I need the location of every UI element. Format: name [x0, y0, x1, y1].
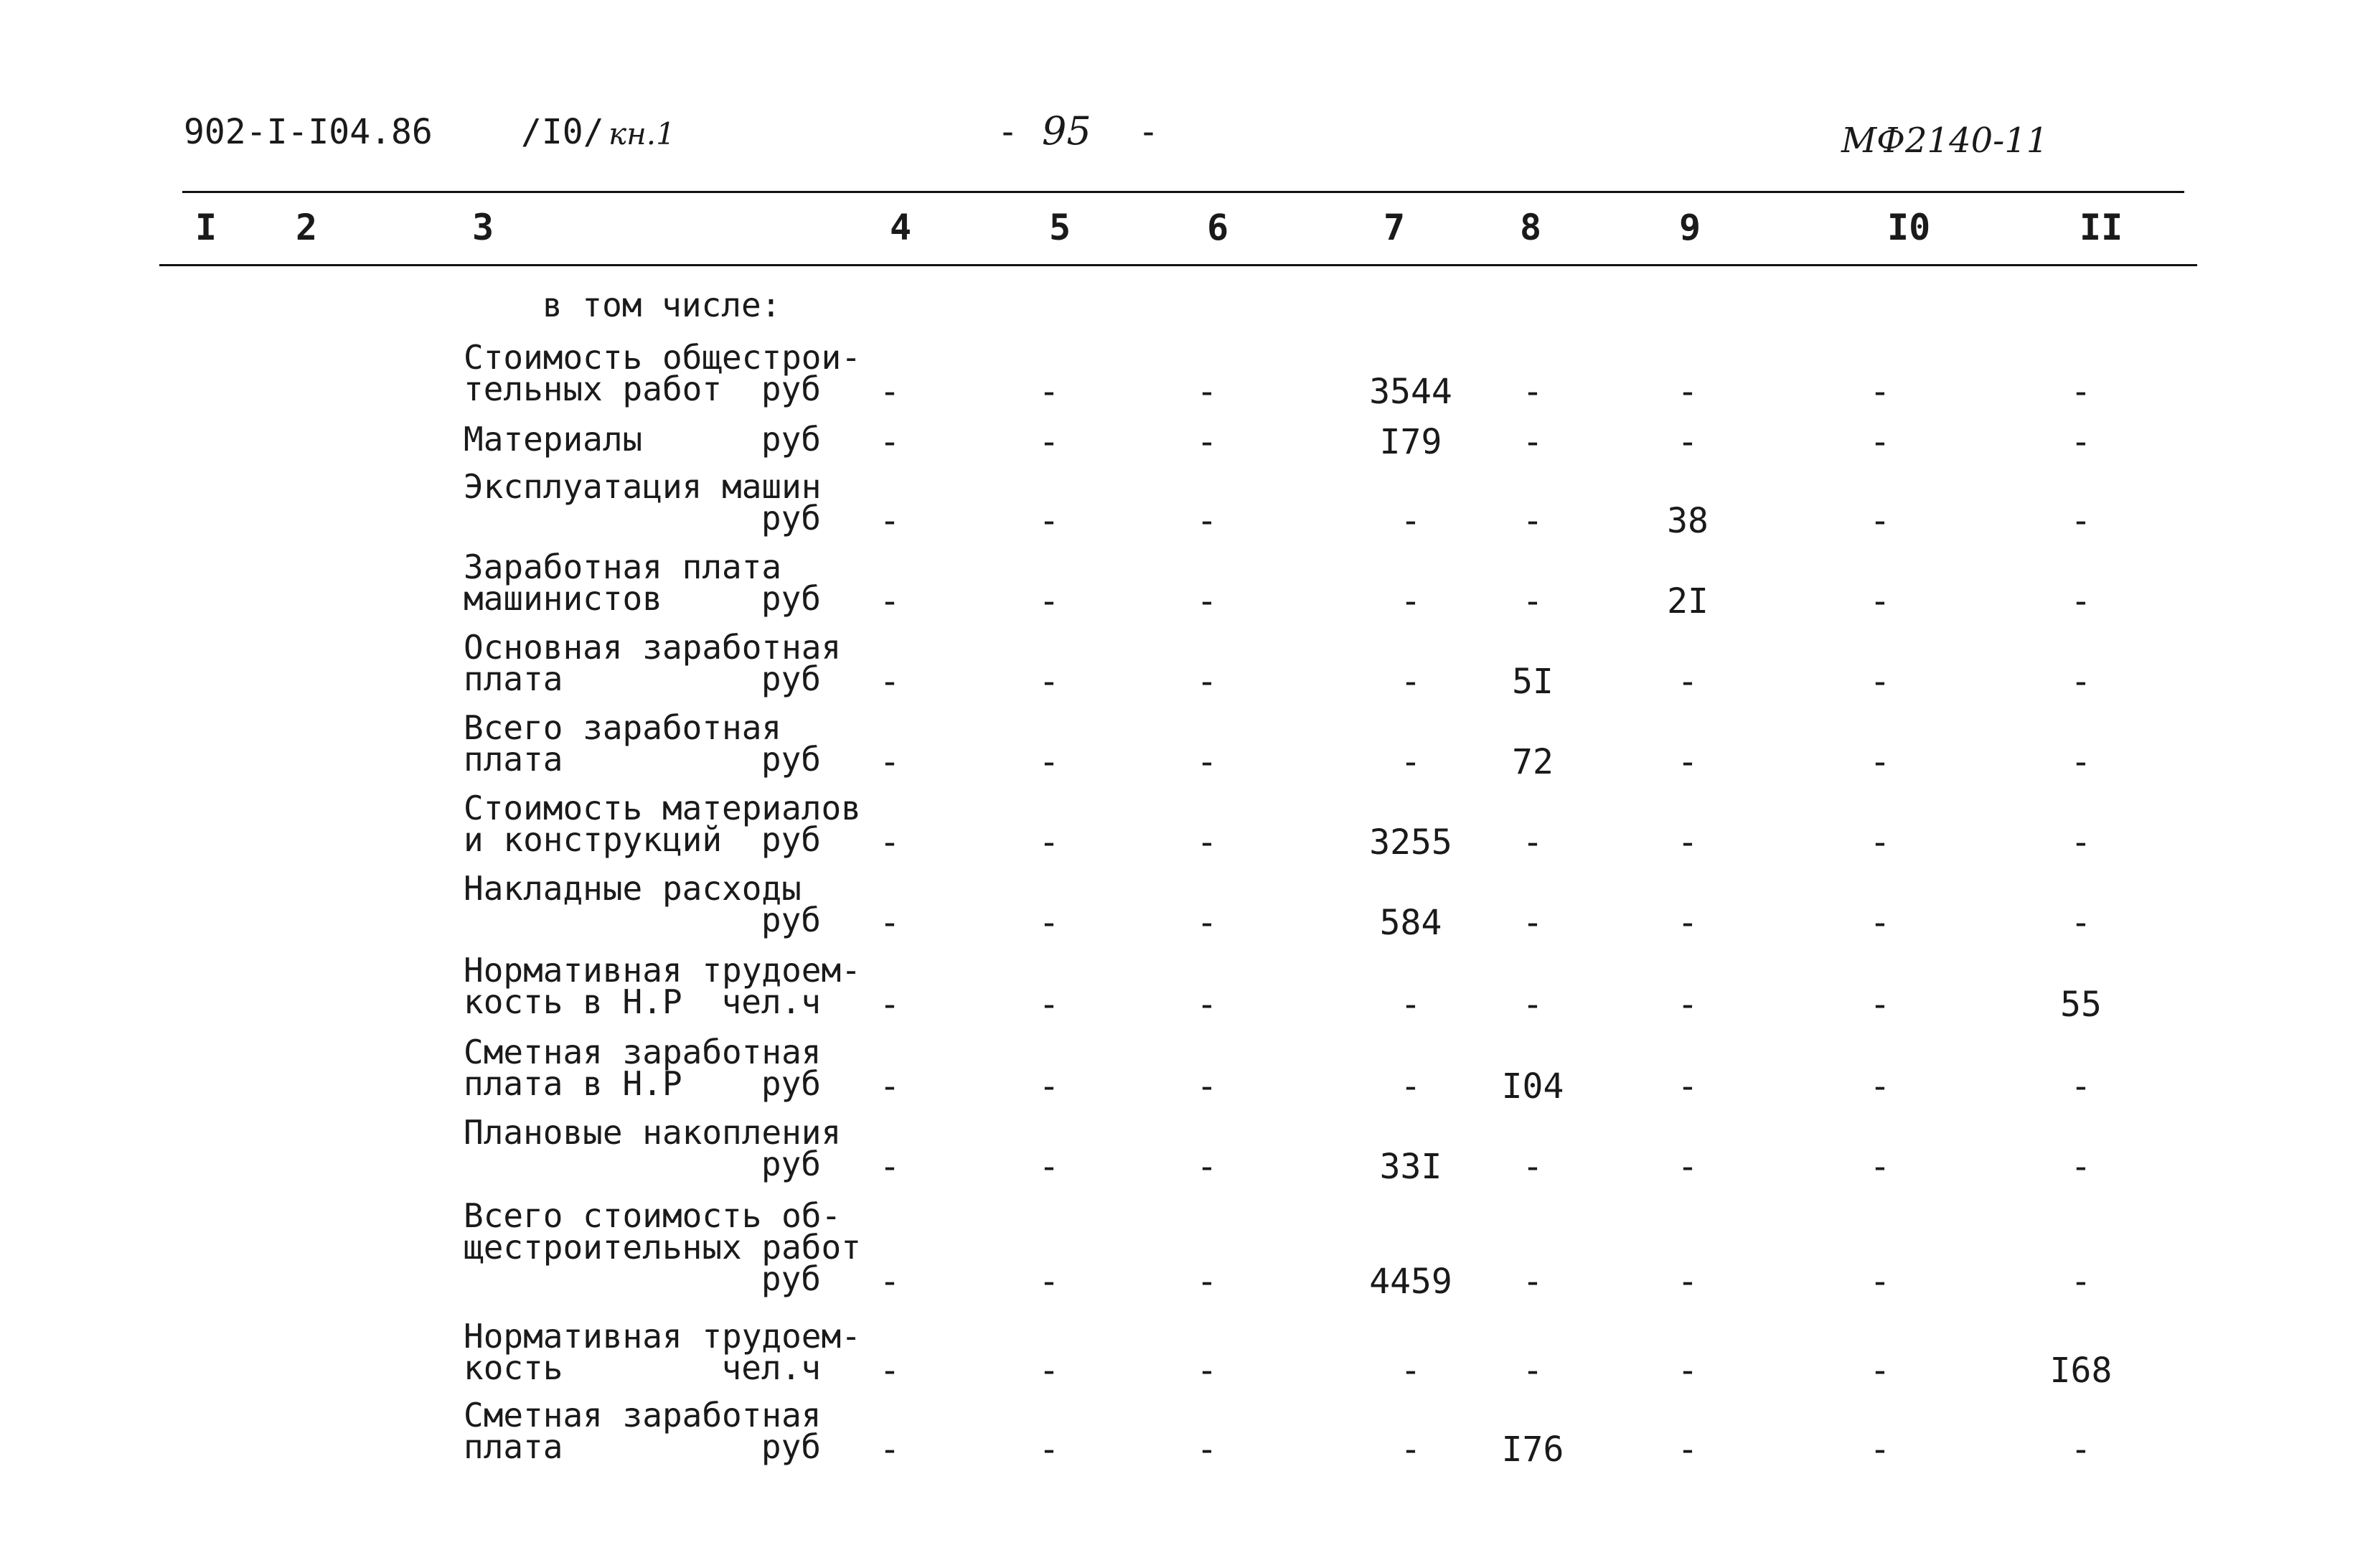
- cell-col-6: -: [1196, 581, 1218, 621]
- table-header-rule: [159, 264, 2197, 266]
- cell-col-11: -: [2070, 662, 2092, 702]
- cell-col-10: -: [1869, 422, 1891, 462]
- cell-col-11: -: [2070, 422, 2092, 462]
- cell-col-4: -: [879, 422, 901, 462]
- cell-col-10: -: [1869, 1262, 1891, 1302]
- cell-col-9: -: [1677, 903, 1698, 943]
- cell-col-6: -: [1196, 1262, 1218, 1302]
- row-unit: руб: [761, 370, 821, 408]
- row-label: [464, 467, 865, 537]
- row-label-line: Стоимость общестрои-: [464, 338, 861, 377]
- cell-col-7: 33I: [1379, 1147, 1442, 1187]
- column-number-1: I: [195, 207, 217, 248]
- row-label: [464, 1033, 865, 1103]
- archive-stamp: МФ2140-11: [1841, 121, 2049, 161]
- document-number: 902-I-I04.86: [184, 112, 433, 152]
- cell-col-5: -: [1038, 903, 1060, 943]
- row-label-line: плата: [464, 740, 563, 779]
- cell-col-10: -: [1869, 1147, 1891, 1187]
- row-label-line: кость в Н.Р: [464, 982, 682, 1021]
- row-label: [464, 708, 865, 779]
- cell-col-11: -: [2070, 1429, 2092, 1470]
- cell-col-8: -: [1522, 985, 1543, 1025]
- column-number-8: 8: [1520, 207, 1542, 248]
- row-label: [464, 789, 865, 859]
- cell-col-10: -: [1869, 985, 1891, 1025]
- cell-col-6: -: [1196, 372, 1218, 412]
- cell-col-10: -: [1869, 903, 1891, 943]
- cell-col-4: -: [879, 985, 901, 1025]
- cell-col-10: -: [1869, 1429, 1891, 1470]
- cell-col-6: -: [1196, 1066, 1218, 1107]
- cell-col-7: -: [1400, 1351, 1422, 1391]
- cell-col-8: -: [1522, 903, 1543, 943]
- cell-col-5: -: [1038, 422, 1060, 462]
- row-label: [464, 338, 865, 408]
- row-label-line: кость: [464, 1348, 563, 1387]
- cell-col-7: 3544: [1369, 372, 1452, 412]
- row-label-line: Стоимость материалов: [464, 789, 861, 827]
- row-label-line: Сметная заработная: [464, 1396, 822, 1435]
- cell-col-8: -: [1522, 1262, 1543, 1302]
- cell-col-8: -: [1522, 422, 1543, 462]
- cell-col-7: -: [1400, 501, 1422, 541]
- row-label-line: Плановые накопления: [464, 1113, 842, 1152]
- row-unit: чел.ч: [721, 1348, 821, 1387]
- cell-col-9: -: [1677, 372, 1698, 412]
- row-label: [464, 1196, 865, 1298]
- row-label: [464, 548, 865, 618]
- row-unit: руб: [761, 1145, 821, 1183]
- row-label: [464, 1396, 865, 1466]
- cell-col-4: -: [879, 1429, 901, 1470]
- row-label: [464, 1317, 865, 1387]
- cell-col-9: -: [1677, 662, 1698, 702]
- row-label-line: Материалы: [464, 420, 643, 459]
- page-number-dash-left: -: [997, 112, 1018, 152]
- column-number-7: 7: [1383, 207, 1406, 248]
- row-label: [464, 869, 865, 939]
- cell-col-11: -: [2070, 742, 2092, 782]
- cell-col-4: -: [879, 742, 901, 782]
- row-label-line: Заработная плата: [464, 548, 782, 586]
- row-label-line: Эксплуатация машин: [464, 467, 822, 506]
- column-number-6: 6: [1207, 207, 1229, 248]
- cell-col-5: -: [1038, 1066, 1060, 1107]
- row-unit: руб: [761, 659, 821, 698]
- cell-col-4: -: [879, 501, 901, 541]
- cell-col-8: I76: [1501, 1429, 1564, 1470]
- row-label-line: Сметная заработная: [464, 1033, 822, 1071]
- cell-col-4: -: [879, 1262, 901, 1302]
- column-number-9: 9: [1679, 207, 1701, 248]
- cell-col-5: -: [1038, 1429, 1060, 1470]
- row-unit: руб: [761, 579, 821, 618]
- cell-col-10: -: [1869, 822, 1891, 863]
- row-label-line: плата: [464, 659, 563, 698]
- cell-col-10: -: [1869, 662, 1891, 702]
- cell-col-10: -: [1869, 1066, 1891, 1107]
- cell-col-11: -: [2070, 581, 2092, 621]
- cell-col-7: 3255: [1369, 822, 1452, 863]
- cell-col-5: -: [1038, 1351, 1060, 1391]
- row-label-line: щестроительных работ: [464, 1228, 861, 1267]
- cell-col-7: -: [1400, 662, 1422, 702]
- cell-col-8: 5I: [1512, 662, 1554, 702]
- cell-col-7: -: [1400, 1066, 1422, 1107]
- column-number-2: 2: [296, 207, 318, 248]
- cell-col-4: -: [879, 822, 901, 863]
- cell-col-8: -: [1522, 501, 1543, 541]
- page-number: 95: [1042, 108, 1091, 154]
- cell-col-11: -: [2070, 501, 2092, 541]
- row-unit: руб: [761, 1259, 821, 1298]
- album-number: /I0/: [521, 112, 604, 152]
- row-unit: руб: [761, 820, 821, 859]
- cell-col-9: -: [1677, 1262, 1698, 1302]
- row-unit: чел.ч: [721, 982, 821, 1021]
- row-label-line: Основная заработная: [464, 628, 842, 667]
- cell-col-9: 2I: [1667, 581, 1709, 621]
- row-label-line: Нормативная трудоем-: [464, 951, 861, 990]
- cell-col-6: -: [1196, 903, 1218, 943]
- cell-col-5: -: [1038, 985, 1060, 1025]
- cell-col-11: -: [2070, 372, 2092, 412]
- row-label-line: машинистов: [464, 579, 662, 618]
- cell-col-9: -: [1677, 1429, 1698, 1470]
- row-label-line: Нормативная трудоем-: [464, 1317, 861, 1356]
- cell-col-6: -: [1196, 662, 1218, 702]
- cell-col-10: -: [1869, 1351, 1891, 1391]
- row-label: [464, 420, 865, 459]
- column-number-3: 3: [472, 207, 494, 248]
- cell-col-9: -: [1677, 1351, 1698, 1391]
- cell-col-7: -: [1400, 581, 1422, 621]
- row-label-line: плата: [464, 1427, 563, 1466]
- row-label: [464, 1113, 865, 1183]
- cell-col-8: 72: [1512, 742, 1554, 782]
- row-label-line: Всего заработная: [464, 708, 782, 747]
- row-unit: руб: [761, 420, 821, 459]
- row-unit: руб: [761, 1427, 821, 1466]
- cell-col-7: 4459: [1369, 1262, 1452, 1302]
- column-number-4: 4: [890, 207, 912, 248]
- cell-col-5: -: [1038, 822, 1060, 863]
- cell-col-9: -: [1677, 822, 1698, 863]
- cell-col-6: -: [1196, 985, 1218, 1025]
- cell-col-5: -: [1038, 1147, 1060, 1187]
- cell-col-6: -: [1196, 422, 1218, 462]
- row-unit: руб: [761, 740, 821, 779]
- cell-col-5: -: [1038, 581, 1060, 621]
- cell-col-7: I79: [1379, 422, 1442, 462]
- cell-col-4: -: [879, 581, 901, 621]
- cell-col-11: -: [2070, 1066, 2092, 1107]
- cell-col-11: -: [2070, 822, 2092, 863]
- row-label-line: Накладные расходы: [464, 869, 802, 908]
- cell-col-9: -: [1677, 742, 1698, 782]
- cell-col-10: -: [1869, 581, 1891, 621]
- cell-col-4: -: [879, 1351, 901, 1391]
- cell-col-4: -: [879, 1147, 901, 1187]
- cell-col-4: -: [879, 372, 901, 412]
- column-number-5: 5: [1049, 207, 1071, 248]
- cell-col-4: -: [879, 903, 901, 943]
- cell-col-9: -: [1677, 985, 1698, 1025]
- cell-col-5: -: [1038, 372, 1060, 412]
- table-top-rule: [182, 191, 2184, 193]
- row-label: [464, 628, 865, 698]
- row-unit: руб: [761, 901, 821, 939]
- table-subheading: в том числе:: [542, 286, 781, 324]
- cell-col-9: 38: [1667, 501, 1709, 541]
- cell-col-7: -: [1400, 985, 1422, 1025]
- cell-col-8: I04: [1501, 1066, 1564, 1107]
- row-label-line: и конструкций: [464, 820, 723, 859]
- cell-col-9: -: [1677, 1147, 1698, 1187]
- cell-col-5: -: [1038, 662, 1060, 702]
- cell-col-8: -: [1522, 581, 1543, 621]
- cell-col-10: -: [1869, 742, 1891, 782]
- cell-col-7: -: [1400, 1429, 1422, 1470]
- cell-col-11: I68: [2049, 1351, 2113, 1391]
- row-label-line: плата в Н.Р: [464, 1064, 682, 1103]
- cell-col-11: 55: [2060, 985, 2102, 1025]
- row-label-line: тельных работ: [464, 370, 723, 408]
- row-unit: руб: [761, 1064, 821, 1103]
- cell-col-10: -: [1869, 372, 1891, 412]
- cell-col-8: -: [1522, 1147, 1543, 1187]
- cell-col-5: -: [1038, 1262, 1060, 1302]
- cell-col-5: -: [1038, 742, 1060, 782]
- cell-col-6: -: [1196, 501, 1218, 541]
- cell-col-4: -: [879, 662, 901, 702]
- cell-col-8: -: [1522, 1351, 1543, 1391]
- cell-col-6: -: [1196, 822, 1218, 863]
- cell-col-7: -: [1400, 742, 1422, 782]
- cell-col-6: -: [1196, 1429, 1218, 1470]
- cell-col-9: -: [1677, 422, 1698, 462]
- cell-col-7: 584: [1379, 903, 1442, 943]
- cell-col-6: -: [1196, 1147, 1218, 1187]
- cell-col-6: -: [1196, 1351, 1218, 1391]
- album-handwritten-note: кн.1: [608, 116, 675, 151]
- column-number-10: I0: [1887, 207, 1931, 248]
- cell-col-11: -: [2070, 1262, 2092, 1302]
- page-number-dash-right: -: [1138, 112, 1159, 152]
- cell-col-11: -: [2070, 903, 2092, 943]
- column-number-11: II: [2080, 207, 2123, 248]
- cell-col-5: -: [1038, 501, 1060, 541]
- cell-col-8: -: [1522, 822, 1543, 863]
- cell-col-8: -: [1522, 372, 1543, 412]
- row-label: [464, 951, 865, 1021]
- cell-col-4: -: [879, 1066, 901, 1107]
- row-unit: руб: [761, 499, 821, 537]
- cell-col-11: -: [2070, 1147, 2092, 1187]
- cell-col-10: -: [1869, 501, 1891, 541]
- cell-col-9: -: [1677, 1066, 1698, 1107]
- row-label-line: Всего стоимость об-: [464, 1196, 842, 1235]
- cell-col-6: -: [1196, 742, 1218, 782]
